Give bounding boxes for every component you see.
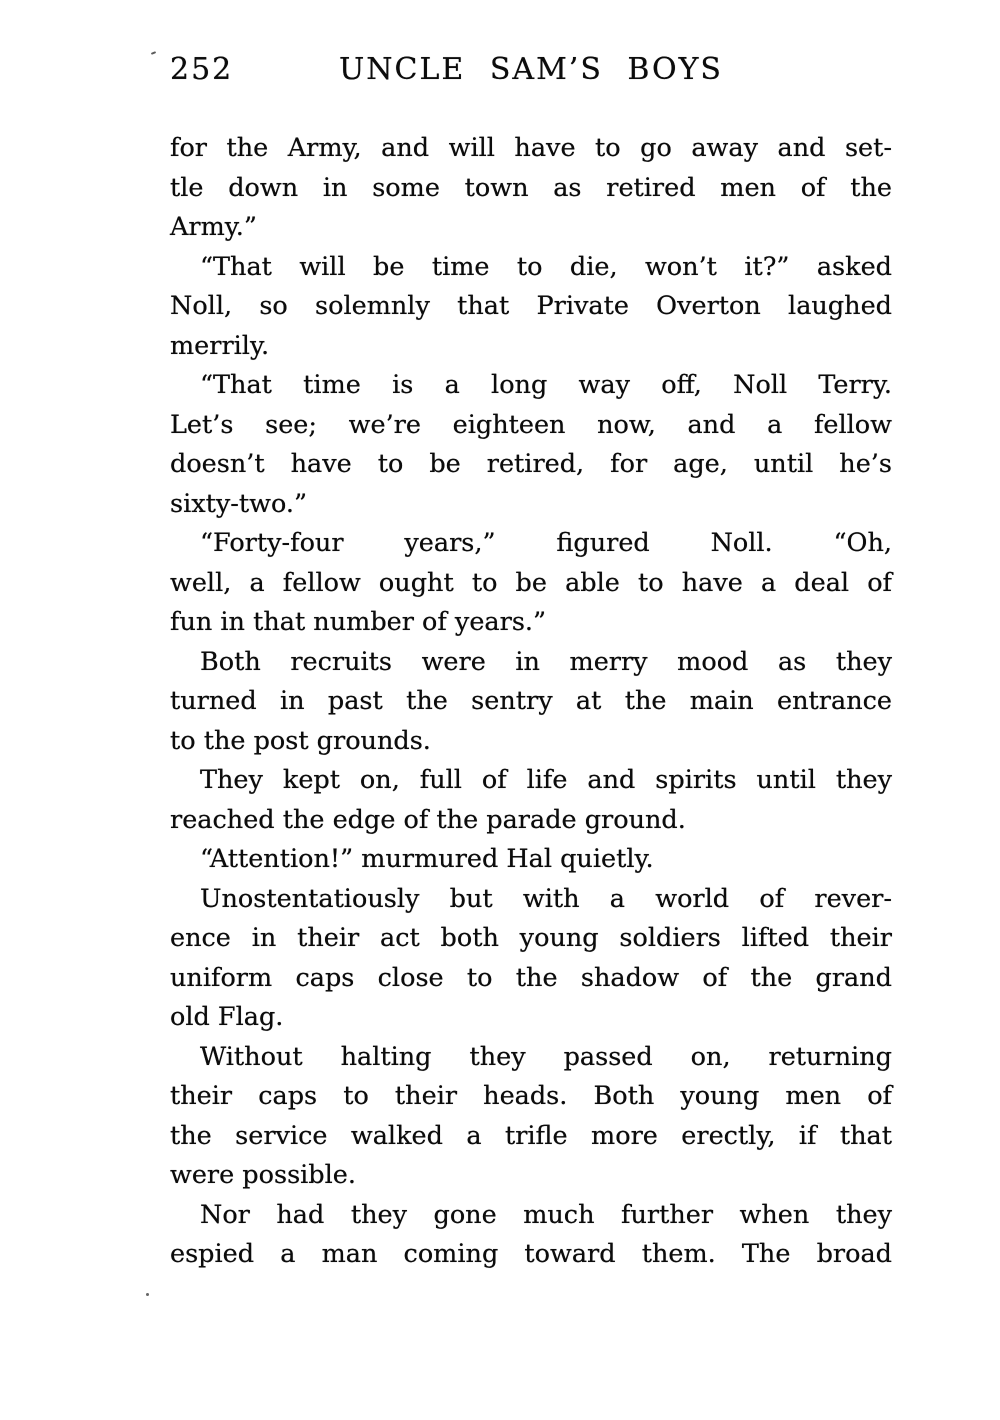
text-line: were possible. [170, 1160, 356, 1190]
text-line: ence in their act both young soldiers lifted their [170, 923, 892, 953]
text-line: Both recruits were in merry mood as they [200, 646, 892, 677]
text-line: old Flag. [170, 1002, 284, 1032]
text-line: uniform caps close to the shadow of the grand [170, 962, 892, 993]
text-line: Let’s see; we’re eighteen now, and a fellow [170, 409, 892, 440]
paragraph [170, 761, 892, 840]
text-line: “That will be time to die, won’t it?” asked [200, 251, 892, 282]
text-line: turned in past the sentry at the main entrance [170, 686, 892, 716]
paragraph [170, 1038, 892, 1196]
text-line: Nor had they gone much further when they [200, 1199, 892, 1230]
text-line: espied a man coming toward them. The broad [170, 1239, 892, 1269]
text-line: Army.” [170, 212, 257, 242]
text-line: “Forty-four years,” figured Noll. “Oh, [200, 528, 892, 558]
text-line: tle down in some town as retired men of the [170, 172, 892, 203]
scan-speck [151, 51, 156, 55]
paragraph [170, 840, 892, 880]
paragraph [170, 524, 892, 643]
paragraph [170, 129, 892, 248]
text-line: the service walked a trifle more erectly, if that [170, 1120, 892, 1151]
paragraph [170, 880, 892, 1038]
paragraph [170, 366, 892, 524]
text-line: reached the edge of the parade ground. [170, 804, 686, 835]
text-line: fun in that number of years.” [170, 607, 547, 637]
text-line: doesn’t have to be retired, for age, until he’s [170, 449, 892, 479]
paragraph [170, 643, 892, 762]
text-line: Unostentatiously but with a world of rever- [200, 883, 892, 914]
text-line: “Attention!” murmured Hal quietly. [200, 844, 654, 874]
text-line: Without halting they passed on, returning [200, 1041, 892, 1072]
text-line: Noll, so solemnly that Private Overton laughed [170, 291, 892, 321]
page-number: 252 [170, 52, 234, 87]
paragraph [170, 1196, 892, 1275]
text-line: for the Army, and will have to go away and set- [170, 133, 892, 163]
running-head [170, 52, 892, 90]
text-line: to the post grounds. [170, 725, 431, 756]
page-title: UNCLE SAM’S BOYS [339, 52, 723, 87]
text-line: their caps to their heads. Both young men of [170, 1081, 892, 1111]
paragraph [170, 248, 892, 367]
body-text [170, 129, 892, 1275]
text-line: well, a fellow ought to be able to have a deal of [170, 567, 892, 598]
scan-speck [146, 1293, 149, 1296]
text-line: “That time is a long way off, Noll Terry. [200, 370, 892, 400]
text-line: They kept on, full of life and spirits until they [200, 765, 892, 795]
text-line: sixty-two.” [170, 488, 308, 519]
text-line: merrily. [170, 330, 270, 361]
